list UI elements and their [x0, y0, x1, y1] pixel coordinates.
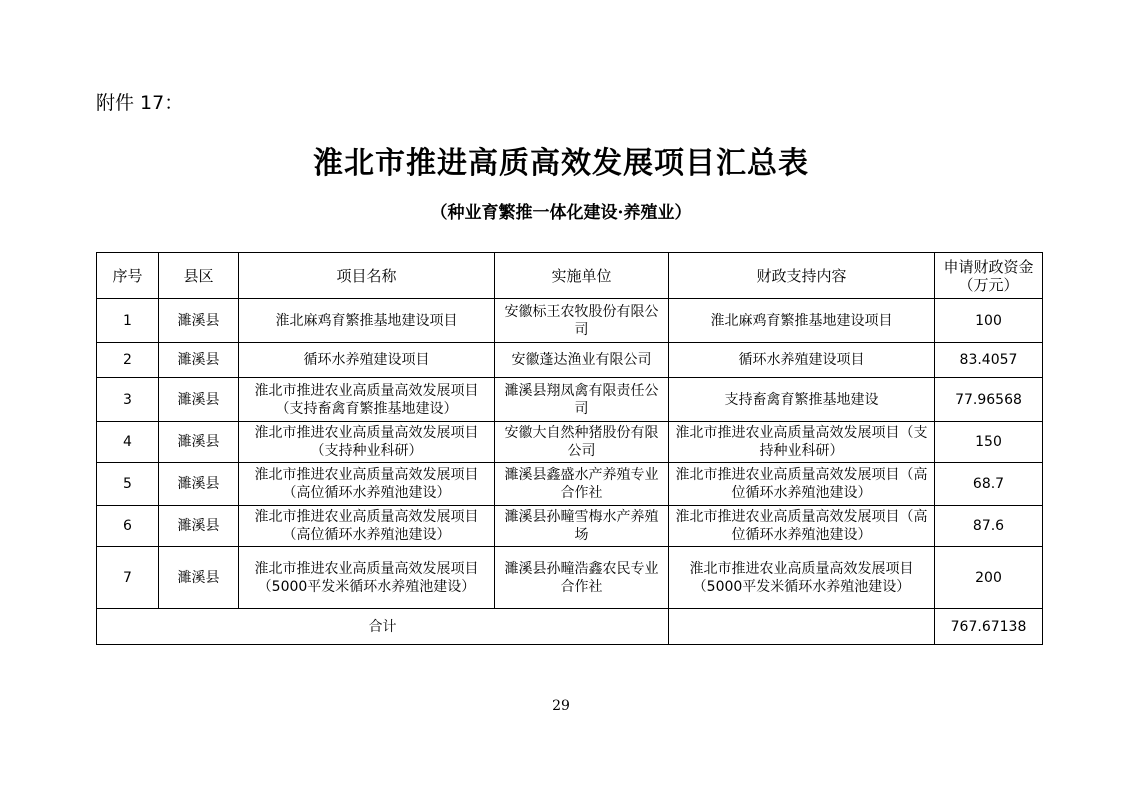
table-row [97, 299, 1043, 343]
row-no: 5 [97, 463, 159, 506]
row-no: 1 [97, 299, 159, 343]
column-header-content: 财政支持内容 [669, 253, 935, 299]
row-project: 淮北市推进农业高质量高效发展项目（支持种业科研） [239, 422, 495, 463]
row-content: 淮北麻鸡育繁推基地建设项目 [669, 299, 935, 343]
table-row [97, 547, 1043, 609]
row-unit: 濉溪县鑫盛水产养殖专业合作社 [495, 463, 669, 506]
total-label: 合计 [97, 609, 669, 645]
row-amount: 100 [935, 299, 1043, 343]
table-header-row [97, 253, 1043, 299]
table-row [97, 463, 1043, 506]
row-county: 濉溪县 [159, 343, 239, 378]
row-no: 4 [97, 422, 159, 463]
row-county: 濉溪县 [159, 547, 239, 609]
row-no: 3 [97, 378, 159, 422]
row-project: 淮北麻鸡育繁推基地建设项目 [239, 299, 495, 343]
row-amount: 87.6 [935, 506, 1043, 547]
row-project: 淮北市推进农业高质量高效发展项目（高位循环水养殖池建设） [239, 506, 495, 547]
table-row [97, 506, 1043, 547]
row-project: 淮北市推进农业高质量高效发展项目（5000平发米循环水养殖池建设） [239, 547, 495, 609]
row-unit: 安徽蓬达渔业有限公司 [495, 343, 669, 378]
row-project: 循环水养殖建设项目 [239, 343, 495, 378]
table-row [97, 422, 1043, 463]
row-amount: 200 [935, 547, 1043, 609]
column-header-county: 县区 [159, 253, 239, 299]
row-amount: 68.7 [935, 463, 1043, 506]
row-unit: 濉溪县孙疃浩鑫农民专业合作社 [495, 547, 669, 609]
row-project: 淮北市推进农业高质量高效发展项目（高位循环水养殖池建设） [239, 463, 495, 506]
row-content: 支持畜禽育繁推基地建设 [669, 378, 935, 422]
row-no: 2 [97, 343, 159, 378]
table-row [97, 343, 1043, 378]
row-content: 淮北市推进农业高质量高效发展项目（高位循环水养殖池建设） [669, 463, 935, 506]
attachment-label: 附件 17： [96, 92, 184, 114]
row-amount: 83.4057 [935, 343, 1043, 378]
row-county: 濉溪县 [159, 422, 239, 463]
row-county: 濉溪县 [159, 299, 239, 343]
column-header-amount: 申请财政资金（万元） [935, 253, 1043, 299]
page-number: 29 [552, 698, 570, 714]
row-county: 濉溪县 [159, 463, 239, 506]
total-row [97, 609, 1043, 645]
row-content: 淮北市推进农业高质量高效发展项目（5000平发米循环水养殖池建设） [669, 547, 935, 609]
row-unit: 濉溪县翔凤禽有限责任公司 [495, 378, 669, 422]
project-summary-table [96, 252, 1043, 645]
row-project: 淮北市推进农业高质量高效发展项目（支持畜禽育繁推基地建设） [239, 378, 495, 422]
row-county: 濉溪县 [159, 378, 239, 422]
total-amount: 767.67138 [935, 609, 1043, 645]
column-header-project: 项目名称 [239, 253, 495, 299]
total-empty-cell [669, 609, 935, 645]
column-header-no: 序号 [97, 253, 159, 299]
document-title: 淮北市推进高质高效发展项目汇总表 [313, 146, 809, 181]
table-row [97, 378, 1043, 422]
row-content: 循环水养殖建设项目 [669, 343, 935, 378]
document-subtitle: （种业育繁推一体化建设·养殖业） [430, 203, 692, 223]
row-content: 淮北市推进农业高质量高效发展项目（高位循环水养殖池建设） [669, 506, 935, 547]
row-no: 7 [97, 547, 159, 609]
column-header-unit: 实施单位 [495, 253, 669, 299]
row-unit: 濉溪县孙疃雪梅水产养殖场 [495, 506, 669, 547]
row-amount: 77.96568 [935, 378, 1043, 422]
row-unit: 安徽标王农牧股份有限公司 [495, 299, 669, 343]
row-unit: 安徽大自然种猪股份有限公司 [495, 422, 669, 463]
row-content: 淮北市推进农业高质量高效发展项目（支持种业科研） [669, 422, 935, 463]
row-amount: 150 [935, 422, 1043, 463]
row-county: 濉溪县 [159, 506, 239, 547]
row-no: 6 [97, 506, 159, 547]
